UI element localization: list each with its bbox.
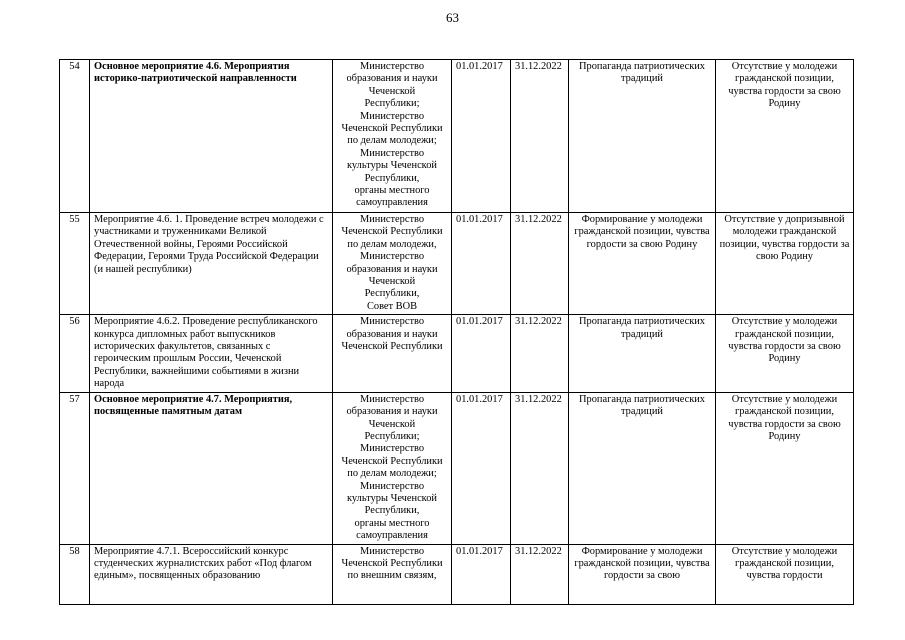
consequence: Отсутствие у молодежи гражданской позиции, чувства гордости за свою Родину [716, 60, 854, 213]
executors: Министерство образования и науки Чеченской Республики; Министерство Чеченской Республики по делам молодежи; Министерство культуры Чеченской Республики, органы местного самоуправления [333, 60, 452, 213]
start-date: 01.01.2017 [452, 60, 511, 213]
measure-name: Мероприятие 4.7.1. Всероссийский конкурс студенческих журналистских работ «Под флагом единым», посвященных образованию [90, 544, 333, 604]
row-number: 56 [60, 315, 90, 392]
end-date: 31.12.2022 [511, 213, 569, 315]
end-date: 31.12.2022 [511, 392, 569, 544]
consequence: Отсутствие у молодежи гражданской позиции, чувства гордости за свою Родину [716, 315, 854, 392]
table-row [60, 213, 854, 315]
executors: Министерство Чеченской Республики по внешним связям, [333, 544, 452, 604]
row-number: 58 [60, 544, 90, 604]
consequence: Отсутствие у молодежи гражданской позиции, чувства гордости [716, 544, 854, 604]
executors: Министерство Чеченской Республики по делам молодежи, Министерство образования и науки Чеченской Республики, Совет ВОВ [333, 213, 452, 315]
table-row [60, 392, 854, 544]
executors: Министерство образования и науки Чеченской Республики [333, 315, 452, 392]
measure-name: Мероприятие 4.6.2. Проведение республиканского конкурса дипломных работ выпускников исторических факультетов, связанных с героическим прошлым России, Чеченской Республики, важнейшими событиями в жизни народа [90, 315, 333, 392]
executors: Министерство образования и науки Чеченской Республики; Министерство Чеченской Республики по делам молодежи; Министерство культуры Чеченской Республики, органы местного самоуправления [333, 392, 452, 544]
table-row [60, 315, 854, 392]
start-date: 01.01.2017 [452, 392, 511, 544]
measure-name: Основное мероприятие 4.6. Мероприятия историко-патриотической направленности [90, 60, 333, 213]
start-date: 01.01.2017 [452, 213, 511, 315]
row-number: 54 [60, 60, 90, 213]
expected-result: Формирование у молодежи гражданской позиции, чувства гордости за свою Родину [569, 213, 716, 315]
consequence: Отсутствие у допризывной молодежи гражданской позиции, чувства гордости за свою Родину [716, 213, 854, 315]
expected-result: Пропаганда патриотических традиций [569, 392, 716, 544]
end-date: 31.12.2022 [511, 544, 569, 604]
expected-result: Пропаганда патриотических традиций [569, 60, 716, 213]
start-date: 01.01.2017 [452, 544, 511, 604]
consequence: Отсутствие у молодежи гражданской позиции, чувства гордости за свою Родину [716, 392, 854, 544]
page-number: 63 [446, 10, 459, 25]
row-number: 57 [60, 392, 90, 544]
expected-result: Формирование у молодежи гражданской позиции, чувства гордости за свою [569, 544, 716, 604]
expected-result: Пропаганда патриотических традиций [569, 315, 716, 392]
end-date: 31.12.2022 [511, 315, 569, 392]
table-body [60, 60, 854, 605]
start-date: 01.01.2017 [452, 315, 511, 392]
table-container [59, 59, 853, 582]
table-row [60, 544, 854, 604]
row-number: 55 [60, 213, 90, 315]
measure-name: Основное мероприятие 4.7. Мероприятия, посвященные памятным датам [90, 392, 333, 544]
table-row [60, 60, 854, 213]
end-date: 31.12.2022 [511, 60, 569, 213]
measures-table [59, 59, 854, 605]
measure-name: Мероприятие 4.6. 1. Проведение встреч молодежи с участниками и труженниками Великой Отечественной войны, Героями Российской Федерации, Героями Труда Российской Федерации (и нашей республики) [90, 213, 333, 315]
